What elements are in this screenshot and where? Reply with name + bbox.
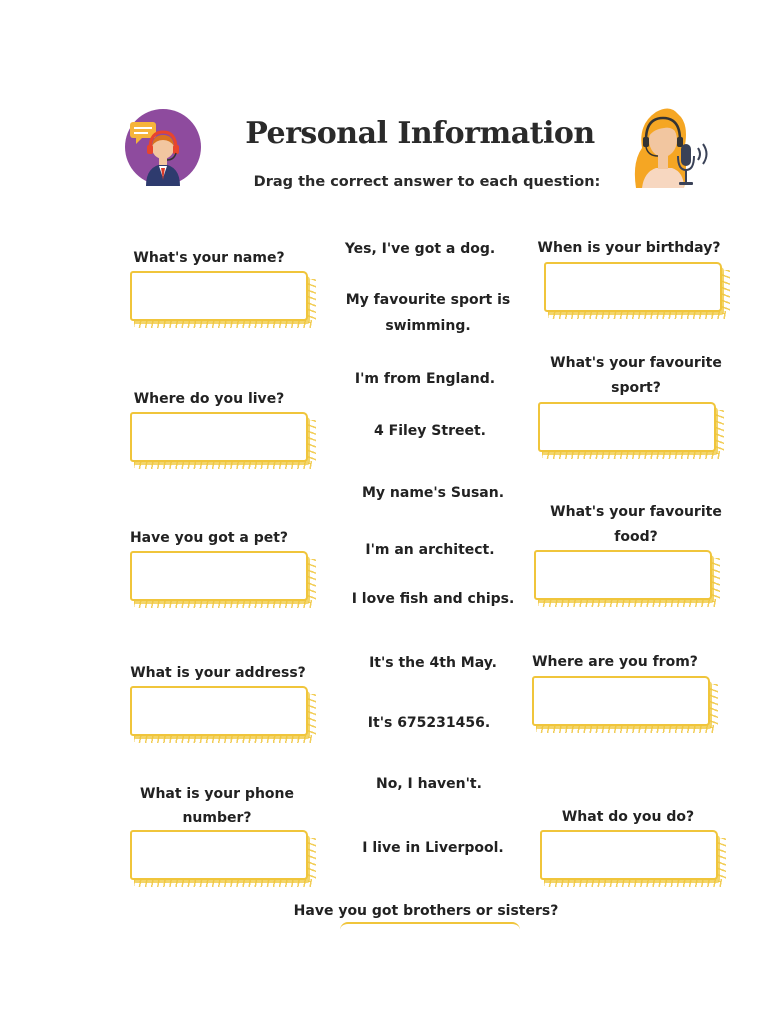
question-birthday: When is your birthday? [537,240,721,256]
question-phone-line2: number? [182,810,252,826]
drop-box-birthday[interactable] [544,262,722,312]
page-title: Personal Information [245,116,595,151]
answer-sport-line2[interactable]: swimming. [385,318,471,334]
question-name: What's your name? [133,250,285,266]
question-sport-line1: What's your favourite [550,355,722,371]
answer-phone[interactable]: It's 675231456. [367,715,491,731]
question-sport-line2: sport? [611,380,661,396]
page-subtitle: Drag the correct answer to each question: [253,174,601,190]
drop-box-pet[interactable] [130,551,308,601]
answer-may[interactable]: It's the 4th May. [369,655,497,671]
drop-box-phone[interactable] [130,830,308,880]
answer-england[interactable]: I'm from England. [354,371,496,387]
drop-box-name[interactable] [130,271,308,321]
answer-dog[interactable]: Yes, I've got a dog. [344,241,496,257]
question-live: Where do you live? [133,391,285,407]
question-job: What do you do? [561,809,695,825]
podcaster-microphone-icon [628,104,714,188]
answer-susan[interactable]: My name's Susan. [361,485,505,501]
drop-box-live[interactable] [130,412,308,462]
question-from: Where are you from? [532,654,698,670]
question-siblings: Have you got brothers or sisters? [293,903,559,919]
question-food-line1: What's your favourite [550,504,722,520]
drop-box-from[interactable] [532,676,710,726]
drop-box-food[interactable] [534,550,712,600]
answer-fish[interactable]: I love fish and chips. [351,591,515,607]
question-pet: Have you got a pet? [129,530,289,546]
question-food-line2: food? [614,529,658,545]
question-phone-line1: What is your phone [140,786,294,802]
answer-street[interactable]: 4 Filey Street. [374,423,486,439]
answer-sport-line1[interactable]: My favourite sport is [345,292,511,308]
question-address: What is your address? [130,665,306,681]
answer-liverpool[interactable]: I live in Liverpool. [362,840,504,856]
drop-box-siblings[interactable] [340,922,520,934]
answer-architect[interactable]: I'm an architect. [365,542,495,558]
drop-box-sport[interactable] [538,402,716,452]
drop-box-address[interactable] [130,686,308,736]
answer-haven[interactable]: No, I haven't. [376,776,482,792]
drop-box-job[interactable] [540,830,718,880]
